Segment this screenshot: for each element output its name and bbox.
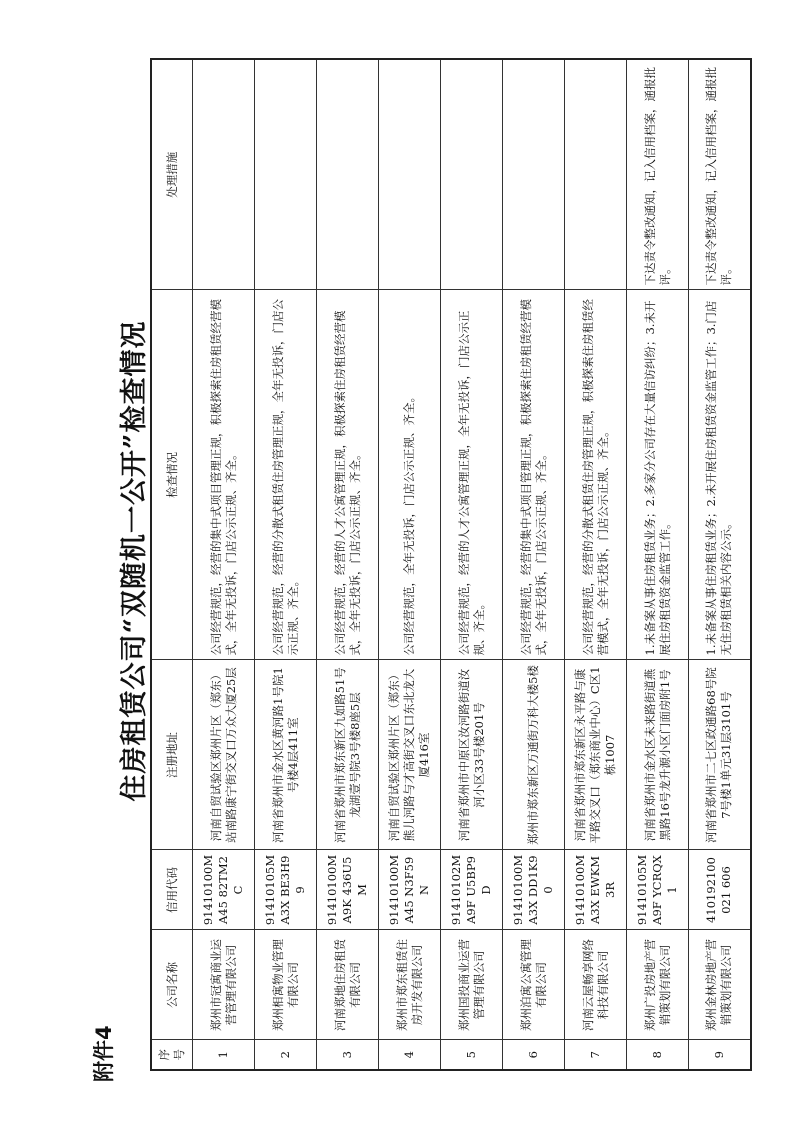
cell-index: 3 [317,1040,379,1070]
cell-measures: 下达责令整改通知，记入信用档案，通报批评。 [689,59,751,290]
cell-company-name: 郑州泊寓公寓管理有限公司 [503,930,565,1040]
cell-index: 7 [565,1040,627,1070]
cell-inspection: 公司经营规范，全年无投诉，门店公示正规、齐全。 [379,290,441,660]
header-registered-address: 注册地址 [151,660,193,850]
cell-address: 河南省郑州市金水区黄河路1号院1号楼4层411室 [255,660,317,850]
table-row [627,59,689,1070]
cell-inspection: 公司经营规范，经营的集中式项目管理正规，积极探索住房租赁经营模式，全年无投诉，门店公示正规、齐全。 [503,290,565,660]
table-row [255,59,317,1070]
cell-credit-code: 91410105MA3X BE3H99 [255,850,317,930]
cell-address: 河南自贸试验区郑州片区（郑东）熊儿河路与才高街交叉口东北龙大厦416室 [379,660,441,850]
header-inspection-status: 检查情况 [151,290,193,660]
cell-inspection: 公司经营规范，经营的人才公寓管理正规，积极探索住房租赁经营模式，全年无投诉，门店公示正规、齐全。 [317,290,379,660]
cell-company-name: 郑州广投房地产营销策划有限公司 [627,930,689,1040]
cell-inspection: 1.未备案从事住房租赁业务；2.多家分公司存在大量信访纠纷；3.未开展住房租赁资金监管工作。 [627,290,689,660]
table-row [441,59,503,1070]
header-credit-code: 信用代码 [151,850,193,930]
cell-company-name: 郑州相寓物业管理有限公司 [255,930,317,1040]
cell-inspection: 公司经营规范，经营的集中式项目管理正规，积极探索住房租赁经营模式，全年无投诉，门店公示正规、齐全。 [193,290,255,660]
cell-company-name: 河南云屋畅享网络科技有限公司 [565,930,627,1040]
cell-company-name: 郑州市冠寓商业运营管理有限公司 [193,930,255,1040]
cell-inspection: 公司经营规范，经营的分散式租赁住房管理正规，积极探索住房租赁经营模式，全年无投诉，门店公示正规、齐全。 [565,290,627,660]
table-row [503,59,565,1070]
cell-measures [255,59,317,290]
cell-credit-code: 91410100MA3X DD1K90 [503,850,565,930]
attachment-label: 附件4 [92,1025,116,1082]
cell-address: 河南省郑州市金水区未来路街道燕黑路16号龙升源小区门面房附1号 [627,660,689,850]
header-index: 序号 [151,1040,193,1070]
cell-index: 4 [379,1040,441,1070]
table-row [379,59,441,1070]
cell-address: 郑州市郑东新区万通街万科大楼5楼 [503,660,565,850]
cell-address: 河南自贸试验区郑州片区（郑东）站南路康宁街交叉口万众大厦25层 [193,660,255,850]
cell-inspection: 1.未备案从事住房租赁业务；2.未开展住房租赁资金监管工作；3.门店无住房租赁相关内容公示。 [689,290,751,660]
cell-company-name: 河南郑地住房租赁有限公司 [317,930,379,1040]
cell-measures [317,59,379,290]
cell-measures: 下达责令整改通知，记入信用档案，通报批评。 [627,59,689,290]
inspection-table [150,58,752,1071]
table-row [565,59,627,1070]
page-title: 住房租赁公司“双随机一公开”检查情况 [119,320,150,802]
cell-address: 河南省郑州市二七区政通路68号院7号楼1单元31层3101号 [689,660,751,850]
cell-credit-code: 91410105MA9F YCRQX1 [627,850,689,930]
cell-company-name: 郑州国投商业运营管理有限公司 [441,930,503,1040]
header-company-name: 公司名称 [151,930,193,1040]
cell-inspection: 公司经营规范，经营的人才公寓管理正规，全年无投诉，门店公示正规、齐全。 [441,290,503,660]
cell-credit-code: 91410100MA45 N3F59N [379,850,441,930]
table-row [193,59,255,1070]
table-row [317,59,379,1070]
cell-company-name: 郑州金林房地产营销策划有限公司 [689,930,751,1040]
cell-index: 2 [255,1040,317,1070]
cell-address: 河南省郑州市中原区汝河路街道汝河小区33号楼201号 [441,660,503,850]
cell-credit-code: 91410100MA3X EWKM3R [565,850,627,930]
cell-index: 5 [441,1040,503,1070]
cell-credit-code: 91410102MA9F U5BP9D [441,850,503,930]
cell-index: 1 [193,1040,255,1070]
cell-measures [565,59,627,290]
table-header-row [151,59,193,1070]
cell-inspection: 公司经营规范，经营的分散式租赁住房管理正规，全年无投诉，门店公示正规、齐全。 [255,290,317,660]
cell-measures [441,59,503,290]
cell-credit-code: 410192100021 606 [689,850,751,930]
header-measures: 处理措施 [151,59,193,290]
table-row [689,59,751,1070]
cell-index: 6 [503,1040,565,1070]
cell-company-name: 郑州市郑东租赁住房开发有限公司 [379,930,441,1040]
cell-index: 9 [689,1040,751,1070]
cell-credit-code: 91410100MA45 82TM2C [193,850,255,930]
cell-measures [503,59,565,290]
cell-measures [379,59,441,290]
cell-address: 河南省郑州市郑东新区永平路与康平路交叉口（郑东商业中心）C区1栋1007 [565,660,627,850]
cell-index: 8 [627,1040,689,1070]
cell-address: 河南省郑州市郑东新区九如路51号龙湖壹号院3号楼8座5层 [317,660,379,850]
cell-measures [193,59,255,290]
cell-credit-code: 91410100MA9K 436U5M [317,850,379,930]
